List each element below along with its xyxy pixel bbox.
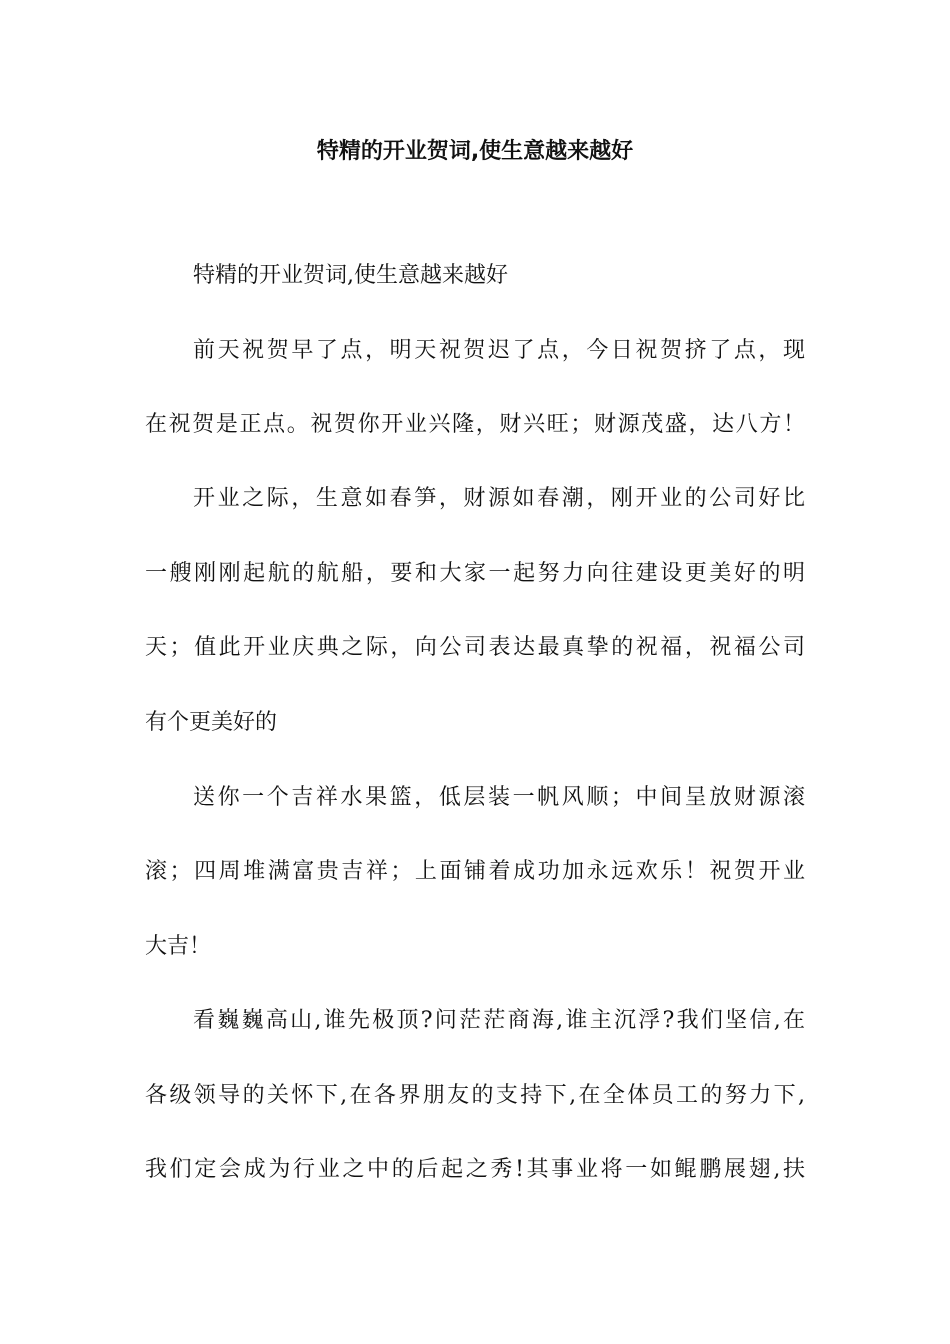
paragraph-line: 前天祝贺早了点，明天祝贺迟了点，今日祝贺挤了点，现 [193,338,805,363]
paragraph-line: 开业之际，生意如春笋，财源如春潮，刚开业的公司好比 [193,486,805,511]
paragraph-line: 看巍巍高山,谁先极顶?问茫茫商海,谁主沉浮?我们坚信,在 [193,1008,805,1033]
paragraph-line: 特精的开业贺词,使生意越来越好 [193,263,508,288]
paragraph-line: 一艘刚刚起航的航船，要和大家一起努力向往建设更美好的明 [145,561,805,586]
paragraph-line: 各级领导的关怀下,在各界朋友的支持下,在全体员工的努力下, [145,1083,805,1108]
paragraph-line: 滚；四周堆满富贵吉祥；上面铺着成功加永远欢乐！祝贺开业 [145,859,805,884]
paragraph-line: 在祝贺是正点。祝贺你开业兴隆，财兴旺；财源茂盛，达八方！ [145,412,805,437]
paragraph-line: 送你一个吉祥水果篮，低层装一帆风顺；中间呈放财源滚 [193,785,805,810]
paragraph-line: 我们定会成为行业之中的后起之秀!其事业将一如鲲鹏展翅,扶 [145,1157,805,1182]
paragraph-line: 有个更美好的 [145,710,278,735]
paragraph-line: 天；值此开业庆典之际，向公司表达最真挚的祝福，祝福公司 [145,635,805,660]
paragraph-line: 大吉！ [145,934,212,959]
document-title: 特精的开业贺词,使生意越来越好 [316,139,634,164]
